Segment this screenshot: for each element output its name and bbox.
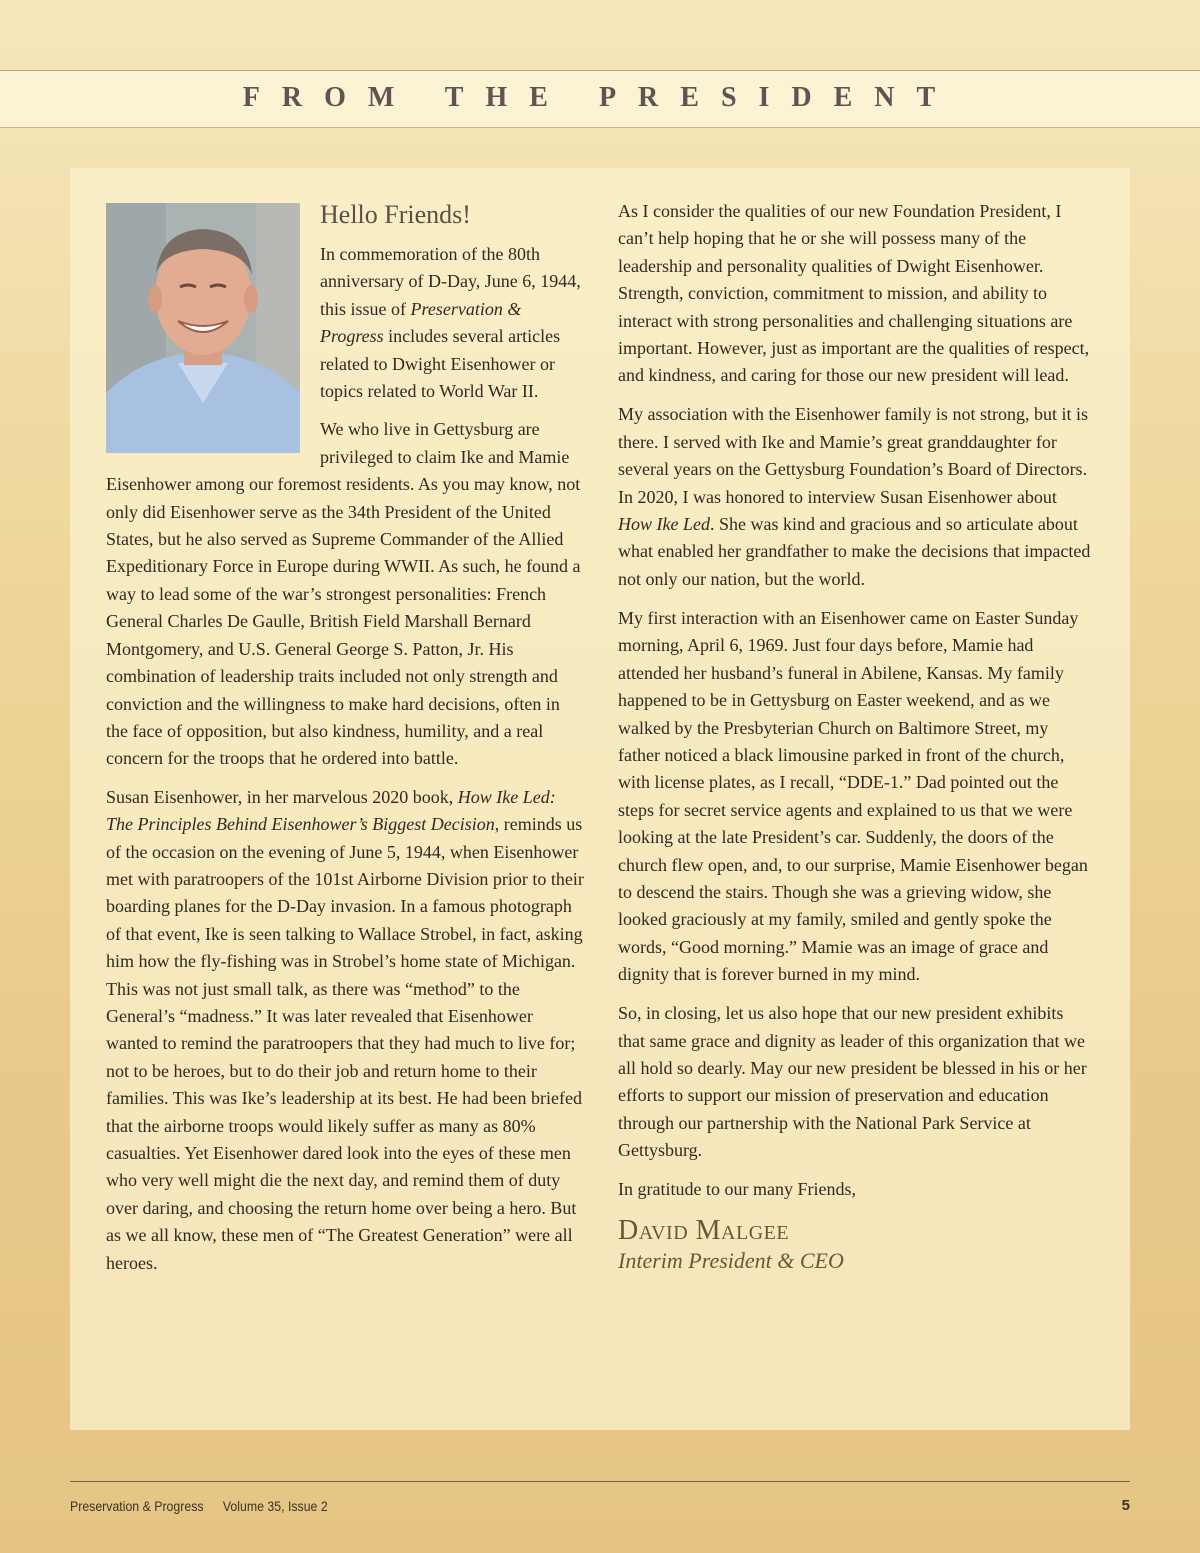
article-left-column xyxy=(106,198,586,1288)
footer-volume-issue: Volume 35, Issue 2 xyxy=(222,1498,328,1514)
left-p1-text-a: In commemoration of the 80th anniversary of D-Day, June 6, 1944, this issue of xyxy=(320,244,581,319)
signature-name: David Malgee xyxy=(618,1215,790,1247)
publication-title-italic: Preservation & Progress xyxy=(320,298,522,347)
right-p2-text-b: . She was kind and gracious and so articulate about what enabled her grandfather to make the decisions that impacted not only our nation, but the world. xyxy=(618,514,1091,589)
greeting-heading: Hello Friends! xyxy=(320,200,471,229)
right-p2-text-a: My association with the Eisenhower family is not strong, but it is there. I served with Ike and Mamie’s great granddaughter for several years on the Gettysburg Foundation’s Board of Directors. In 2020, I was honored to interview Susan Eisenhower about xyxy=(618,404,1088,507)
book-title-italic: How Ike Led: The Principles Behind Eisenhower’s Biggest Decision xyxy=(106,786,556,835)
left-paragraph-2: We who live in Gettysburg are privileged to claim Ike and Mamie Eisenhower among our foremost residents. As you may know, not only did Eisenhower serve as the 34th President of the United States, but he also served as Supreme Commander of the Allied Expeditionary Force in Europe during WWII. As such, he found a way to lead some of the war’s strongest personalities: French General Charles De Gaulle, British Field Marshall Bernard Montgomery, and U.S. General George S. Patton, Jr. His combination of leadership traits included not only strength and conviction and the willingness to make hard decisions, often in the face of opposition, but also kindness, humility, and a real concern for the troops that he ordered into battle. xyxy=(106,419,581,769)
closing-line: In gratitude to our many Friends, xyxy=(618,1179,856,1200)
signature-title: Interim President & CEO xyxy=(618,1248,844,1274)
footer-publication-info xyxy=(70,1498,328,1514)
section-title: FROM THE PRESIDENT xyxy=(242,82,958,113)
left-paragraph-3 xyxy=(106,784,586,1277)
left-p3-text-b: , reminds us of the occasion on the evening of June 5, 1944, when Eisenhower met with paratroopers of the 101st Airborne Division prior to their boarding planes for the D-Day invasion. In a famous photograph of that event, Ike is seen talking to Wallace Strobel, in fact, asking him how the fly-fishing was in Strobel’s home state of Michigan. This was not just small talk, as there was “method” to the General’s “madness.” It was later revealed that Eisenhower wanted to remind the paratroopers that they had much to live for; not to be heroes, but to do their job and return home to their families. This was Ike’s leadership at its best. He had been briefed that the airborne troops would likely suffer as many as 80% casualties. Yet Eisenhower dared look into the eyes of these men who very well might die the next day, and remind them of duty over daring, and choosing the return home over being a hero. But as we all know, these men of “The Greatest Generation” were all heroes. xyxy=(106,814,584,1273)
page-number: 5 xyxy=(1121,1497,1130,1514)
footer-divider xyxy=(70,1481,1130,1482)
book-title-short-italic: How Ike Led xyxy=(618,514,710,535)
article-right-column xyxy=(618,198,1092,1275)
right-paragraph-2 xyxy=(618,401,1092,593)
left-p1-text-b: includes several articles related to Dwight Eisenhower or topics related to World War II. xyxy=(320,326,561,402)
left-p3-text-a: Susan Eisenhower, in her marvelous 2020 book, xyxy=(106,786,458,807)
right-paragraph-3: My first interaction with an Eisenhower came on Easter Sunday morning, April 6, 1969. Just four days before, Mamie had attended her husband’s funeral in Abilene, Kansas. My family happened to be in Gettysburg on Easter weekend, and as we walked by the Presbyterian Church on Baltimore Street, my father noticed a black limousine parked in front of the church, with license plates, as I recall, “DDE-1.” Dad pointed out the steps for secret service agents and explained to us that we were looking at the late President’s car. Suddenly, the doors of the church flew open, and, to our surprise, Mamie Eisenhower began to descend the stairs. Though she was a grieving widow, she looked graciously at my family, smiled and gently spoke the words, “Good morning.” Mamie was an image of grace and dignity that is forever burned in my mind. xyxy=(618,607,1088,985)
photo-float-spacer xyxy=(106,198,320,452)
footer-publication-name: Preservation & Progress xyxy=(70,1498,204,1514)
right-paragraph-1: As I consider the qualities of our new Foundation President, I can’t help hoping that he or she will possess many of the leadership and personality qualities of Dwight Eisenhower. Strength, conviction, commitment to mission, and ability to interact with strong personalities and challenging situations are important. However, just as important are the qualities of respect, and kindness, and caring for those our new president will lead. xyxy=(618,201,1090,386)
right-paragraph-4: So, in closing, let us also hope that our new president exhibits that same grace and dignity as leader of this organization that we all hold so dearly. May our new president be blessed in his or her efforts to support our mission of preservation and education through our partnership with the National Park Service at Gettysburg. xyxy=(618,1003,1087,1161)
